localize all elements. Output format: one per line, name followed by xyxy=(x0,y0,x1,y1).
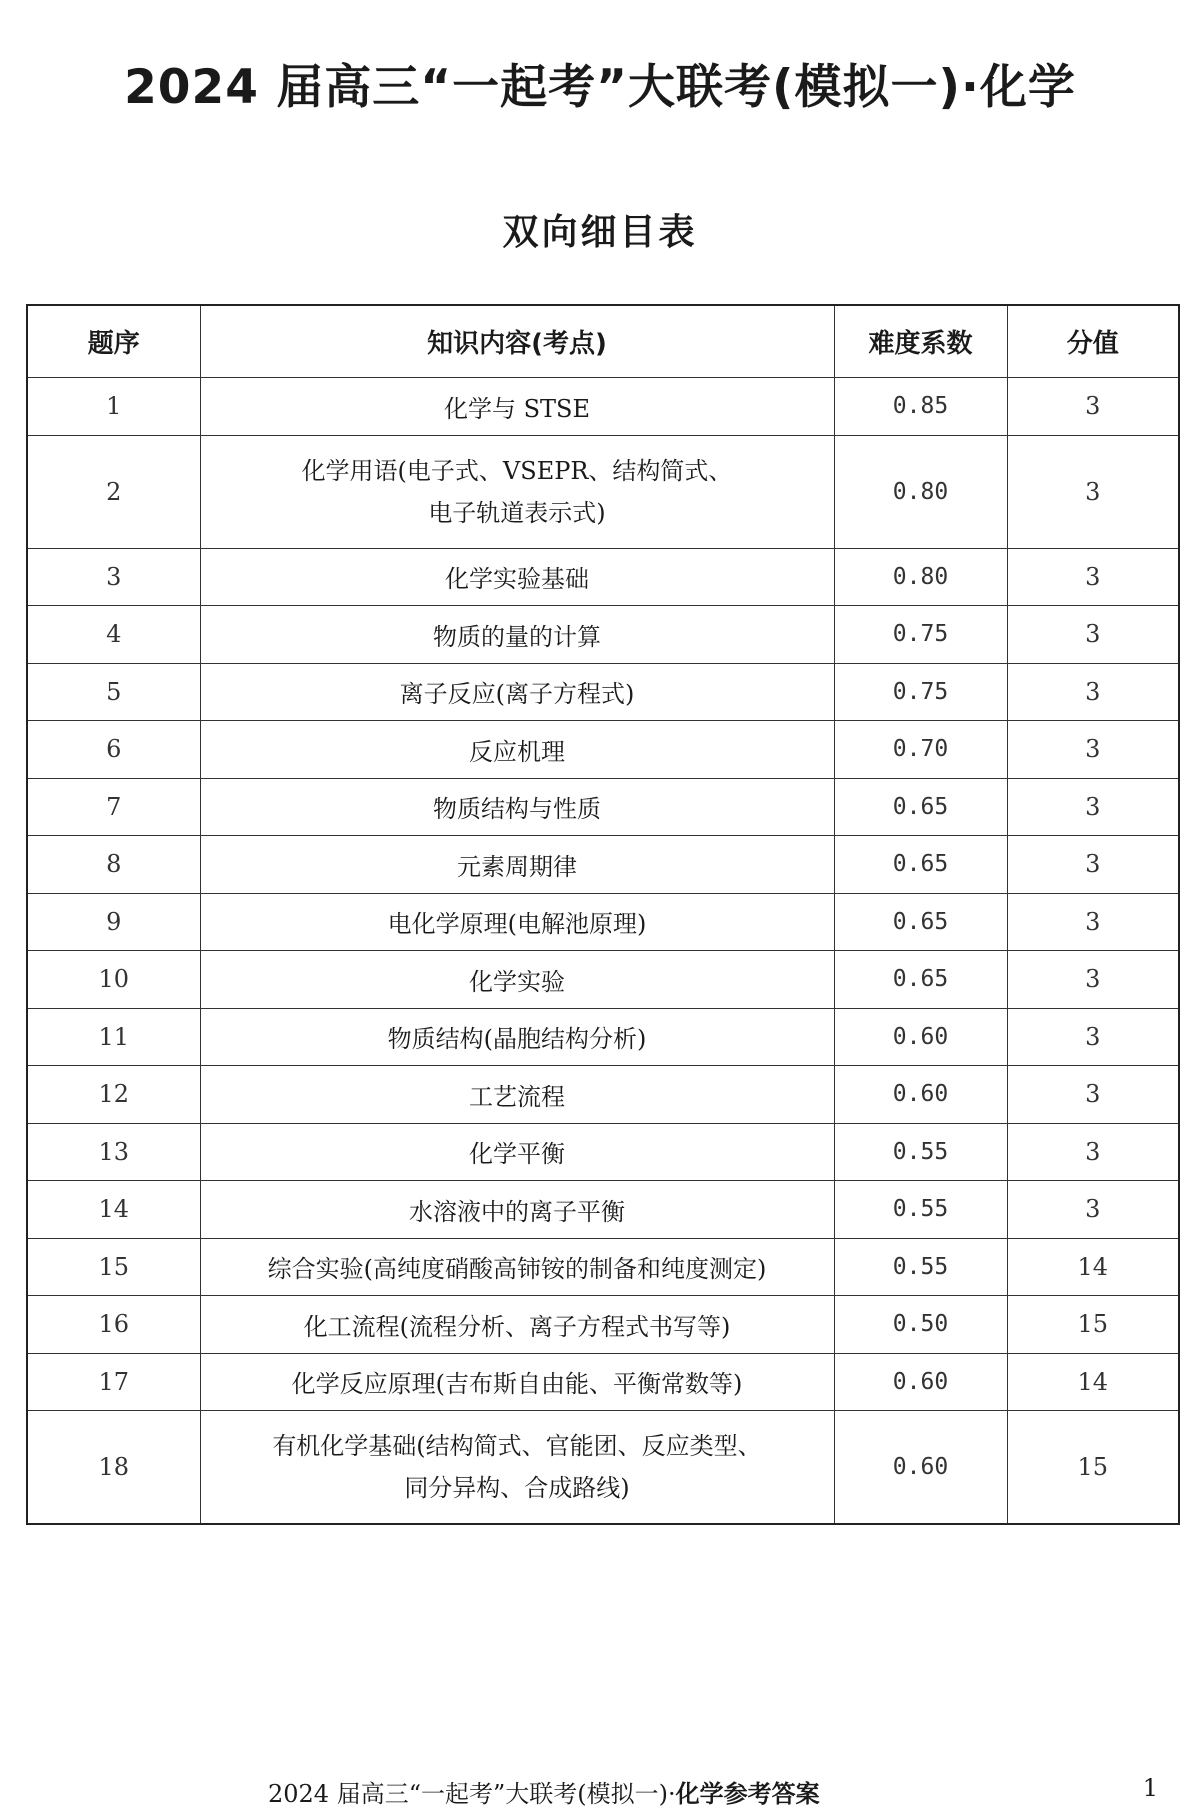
table-row xyxy=(27,1066,1179,1124)
difficulty-value: 0.85 xyxy=(834,378,1007,436)
page-footer xyxy=(0,1774,1200,1806)
knowledge-content: 离子反应(离子方程式) xyxy=(200,663,834,721)
knowledge-content-line: 化学用语(电子式、VSEPR、结构简式、 xyxy=(301,456,733,485)
score-value: 3 xyxy=(1007,1066,1179,1124)
question-number: 15 xyxy=(27,1238,200,1296)
score-value: 15 xyxy=(1007,1411,1179,1525)
table-row xyxy=(27,435,1179,548)
question-number: 10 xyxy=(27,951,200,1009)
table-row xyxy=(27,1296,1179,1354)
question-number: 7 xyxy=(27,778,200,836)
table-row xyxy=(27,721,1179,779)
knowledge-content: 物质结构(晶胞结构分析) xyxy=(200,1008,834,1066)
table-row xyxy=(27,1353,1179,1411)
score-value: 15 xyxy=(1007,1296,1179,1354)
table-row xyxy=(27,548,1179,606)
score-value: 3 xyxy=(1007,663,1179,721)
difficulty-value: 0.65 xyxy=(834,951,1007,1009)
score-value: 3 xyxy=(1007,951,1179,1009)
table-row xyxy=(27,1123,1179,1181)
score-value: 3 xyxy=(1007,721,1179,779)
score-value: 3 xyxy=(1007,435,1179,548)
difficulty-value: 0.60 xyxy=(834,1008,1007,1066)
difficulty-value: 0.60 xyxy=(834,1411,1007,1525)
table-row xyxy=(27,1181,1179,1239)
question-number: 11 xyxy=(27,1008,200,1066)
header-knowledge-content: 知识内容(考点) xyxy=(200,305,834,378)
question-number: 1 xyxy=(27,378,200,436)
score-value: 3 xyxy=(1007,606,1179,664)
header-question-number: 题序 xyxy=(27,305,200,378)
score-value: 3 xyxy=(1007,548,1179,606)
difficulty-value: 0.50 xyxy=(834,1296,1007,1354)
knowledge-content: 化学实验基础 xyxy=(200,548,834,606)
question-number: 8 xyxy=(27,836,200,894)
page-title: 2024 届高三“一起考”大联考(模拟一)·化学 xyxy=(124,60,1076,115)
difficulty-value: 0.70 xyxy=(834,721,1007,779)
knowledge-content: 电化学原理(电解池原理) xyxy=(200,893,834,951)
difficulty-value: 0.80 xyxy=(834,548,1007,606)
table-row xyxy=(27,606,1179,664)
question-number: 17 xyxy=(27,1353,200,1411)
header-score: 分值 xyxy=(1007,305,1179,378)
score-value: 3 xyxy=(1007,378,1179,436)
knowledge-content: 化学与 STSE xyxy=(200,378,834,436)
knowledge-content: 水溶液中的离子平衡 xyxy=(200,1181,834,1239)
question-number: 12 xyxy=(27,1066,200,1124)
knowledge-content: 反应机理 xyxy=(200,721,834,779)
table-row xyxy=(27,1411,1179,1525)
specification-table xyxy=(26,304,1180,1525)
question-number: 4 xyxy=(27,606,200,664)
score-value: 3 xyxy=(1007,1181,1179,1239)
difficulty-value: 0.55 xyxy=(834,1123,1007,1181)
knowledge-content: 物质结构与性质 xyxy=(200,778,834,836)
knowledge-content-line: 同分异构、合成路线) xyxy=(404,1474,630,1502)
difficulty-value: 0.55 xyxy=(834,1181,1007,1239)
knowledge-content xyxy=(200,1411,834,1525)
question-number: 13 xyxy=(27,1123,200,1181)
footer-exam-name: 2024 届高三“一起考”大联考(模拟一)· xyxy=(268,1780,676,1808)
question-number: 18 xyxy=(27,1411,200,1525)
question-number: 5 xyxy=(27,663,200,721)
page-number: 1 xyxy=(1142,1774,1158,1802)
table-row xyxy=(27,778,1179,836)
question-number: 3 xyxy=(27,548,200,606)
knowledge-content xyxy=(200,435,834,548)
knowledge-content: 工艺流程 xyxy=(200,1066,834,1124)
score-value: 14 xyxy=(1007,1353,1179,1411)
knowledge-content-line: 有机化学基础(结构简式、官能团、反应类型、 xyxy=(272,1432,762,1460)
knowledge-content: 综合实验(高纯度硝酸高铈铵的制备和纯度测定) xyxy=(200,1238,834,1296)
knowledge-content: 化学反应原理(吉布斯自由能、平衡常数等) xyxy=(200,1353,834,1411)
score-value: 3 xyxy=(1007,893,1179,951)
score-value: 14 xyxy=(1007,1238,1179,1296)
score-value: 3 xyxy=(1007,1123,1179,1181)
knowledge-content-line: 电子轨道表示式) xyxy=(428,498,606,527)
difficulty-value: 0.75 xyxy=(834,606,1007,664)
table-title: 双向细目表 xyxy=(502,212,698,253)
score-value: 3 xyxy=(1007,1008,1179,1066)
question-number: 2 xyxy=(27,435,200,548)
table-header-row xyxy=(27,305,1179,378)
table-row xyxy=(27,1008,1179,1066)
header-difficulty: 难度系数 xyxy=(834,305,1007,378)
difficulty-value: 0.55 xyxy=(834,1238,1007,1296)
knowledge-content: 化工流程(流程分析、离子方程式书写等) xyxy=(200,1296,834,1354)
knowledge-content: 物质的量的计算 xyxy=(200,606,834,664)
table-row xyxy=(27,893,1179,951)
table-row xyxy=(27,1238,1179,1296)
table-row xyxy=(27,836,1179,894)
question-number: 16 xyxy=(27,1296,200,1354)
knowledge-content: 元素周期律 xyxy=(200,836,834,894)
table-row xyxy=(27,663,1179,721)
difficulty-value: 0.65 xyxy=(834,836,1007,894)
footer-answer-label: 化学参考答案 xyxy=(675,1780,820,1808)
difficulty-value: 0.60 xyxy=(834,1066,1007,1124)
difficulty-value: 0.65 xyxy=(834,778,1007,836)
difficulty-value: 0.65 xyxy=(834,893,1007,951)
knowledge-content: 化学平衡 xyxy=(200,1123,834,1181)
score-value: 3 xyxy=(1007,836,1179,894)
difficulty-value: 0.60 xyxy=(834,1353,1007,1411)
question-number: 6 xyxy=(27,721,200,779)
question-number: 14 xyxy=(27,1181,200,1239)
table-row xyxy=(27,378,1179,436)
question-number: 9 xyxy=(27,893,200,951)
footer-caption xyxy=(268,1774,820,1809)
score-value: 3 xyxy=(1007,778,1179,836)
table-row xyxy=(27,951,1179,1009)
difficulty-value: 0.80 xyxy=(834,435,1007,548)
knowledge-content: 化学实验 xyxy=(200,951,834,1009)
difficulty-value: 0.75 xyxy=(834,663,1007,721)
